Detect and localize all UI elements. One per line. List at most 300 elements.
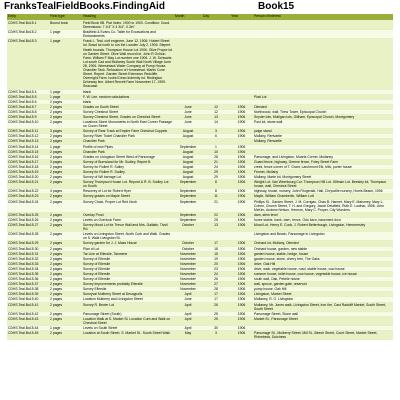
day-cell: 13 [202,223,230,232]
entry-cell: CDHS.Teal.Bo15.15 [7,149,49,154]
entry-cell: CDHS.Teal.Bo15.19 [7,170,49,175]
person-cell: Snyder lots, Mulligan lots, Gillham, Episcopal Church, Montgomery [253,114,393,119]
day-cell: 11 [202,194,230,199]
day-cell: 8 [202,189,230,194]
year-cell: 1906 [230,104,253,109]
year-cell: 1906 [230,175,253,180]
person-cell: drive, walk, vegetable house, road, stable house, cow house [253,266,393,271]
entry-cell: CDHS.Teal.Bo15.2 [7,30,49,39]
person-cell: Guard fence, highway, Greene fence, Foley Street Farm [253,159,393,164]
month-cell: September [174,144,202,149]
year-cell: 1906 [230,297,253,302]
day-cell: 26 [202,302,230,311]
field-type-cell: 2 pages [49,139,82,144]
person-cell: garden house, stable, hedge, house [253,251,393,256]
field-type-cell: 2 pages [49,114,82,119]
day-cell: 12 [202,109,230,114]
person-cell: Parsonage St., Mulberry Street, Mill St., Beech Street, Court Street, Market Street, Rhinebeck, Dutchess [253,331,393,340]
year-cell: 1906 [230,114,253,119]
table-row [7,120,393,129]
person-cell: pump house, Oak Hill [253,287,393,292]
year-cell: 1906 [230,212,253,217]
field-type-cell: 2 pages [49,99,82,104]
heading-cell: Locations Stone Monuments in North East Corner Passage on Crown Street [82,120,174,129]
entry-cell: CDHS.Teal.Bo15.23 [7,194,49,199]
month-cell: August [174,154,202,159]
field-type-cell: 2 pages [49,271,82,276]
day-cell: 29 [202,175,230,180]
entry-cell: CDHS.Teal.Bo15.26 [7,217,49,222]
field-type-cell: 2 pages [49,251,82,256]
month-cell [174,232,202,241]
heading-cell: F. W. Lee. random calculations [82,94,174,99]
table-row [7,223,393,232]
day-cell: 25 [202,217,230,222]
month-cell: November [174,282,202,287]
heading-cell: Profile of new Pipes [82,144,174,149]
month-cell: August [174,170,202,175]
entry-cell: CDHS.Teal.Bo15.17 [7,159,49,164]
field-type-cell: 1 page [49,39,82,89]
day-cell [202,232,230,241]
year-cell: 1906 [230,134,253,139]
heading-cell: Survey of Ellerslie [82,277,174,282]
field-type-cell: 2 pages [49,134,82,139]
person-cell: Orchard lot, Mullany, Olmsted [253,241,393,246]
column-header-heading: Heading [82,14,174,21]
heading-cell: Levels on South Street [82,326,174,331]
year-cell: 1906 [230,277,253,282]
year-cell [230,30,253,39]
field-type-cell: 2 pages [49,154,82,159]
person-cell: Fenner, Mullany [253,170,393,175]
day-cell: 17 [202,297,230,302]
field-type-cell: 2 pages [49,331,82,340]
person-cell: Mullany, Marte lot, Montgomery Street [253,175,393,180]
heading-cell: Survey of Rear Track at Empire Farm Chestnut Cuppels [82,129,174,134]
field-type-cell: 2 pages [49,316,82,325]
month-cell: August [174,129,202,134]
year-cell: 1906 [230,287,253,292]
month-cell: June [174,104,202,109]
heading-cell: Survey of Ellerslie [82,256,174,261]
entry-cell: CDHS.Teal.Bo15.33 [7,261,49,266]
entry-cell: CDHS.Teal.Bo15.36 [7,277,49,282]
entry-cell: CDHS.Teal.Bo15.13 [7,139,49,144]
month-cell: October [174,223,202,232]
page-header [0,0,400,14]
field-type-cell: 2 pages [49,302,82,311]
column-header-year: Year [230,14,253,21]
day-cell: 21 [202,199,230,212]
day-cell: 17 [202,292,230,297]
month-cell: May [174,331,202,340]
month-cell: June [174,109,202,114]
year-cell: 1906 [230,217,253,222]
entry-cell: CDHS.Teal.Bo15.12 [7,134,49,139]
heading-cell: Survey of Wil barrage Lot [82,175,174,180]
heading-cell: Resurvey of Lot for Robert Hyer [82,189,174,194]
heading-cell: Survey R. Bevier Lot [82,302,174,311]
heading-cell: Survey Improvements probably Ellerslie [82,282,174,287]
month-cell: September [174,189,202,194]
entry-cell: CDHS.Teal.Bo15.16 [7,154,49,159]
heading-cell: Survey of Burnsland for Mr. Sudley, Repert B [82,159,174,164]
entry-cell: CDHS.Teal.Bo15.31 [7,251,49,256]
day-cell: 17 [202,241,230,246]
year-cell: 1906 [230,271,253,276]
field-type-cell: 2 pages [49,241,82,246]
field-type-cell: 2 pages [49,246,82,251]
year-cell: 1906 [230,149,253,154]
person-cell: Northwood, wall; Thew Tower, Episcopal Church [253,109,393,114]
column-header-person-of-interest: Person of interest [253,14,393,21]
year-cell: 1906 [230,282,253,287]
field-type-cell: 2 pages [49,261,82,266]
heading-cell: Survey Chestnut Street [82,109,174,114]
year-cell: 1906 [230,159,253,164]
person-cell: Parsonage Street, Stone wall [253,311,393,316]
heading-cell: Survey Chestnut Street, Grades on Chestnut Street [82,114,174,119]
heading-cell: Survey Mood Lot for Trevor Wall and Mrs. Gallatin, Tivoli Rd. [82,223,174,232]
day-cell: 18 [202,246,230,251]
heading-cell: Overlay Pond [82,212,174,217]
person-cell: Orchard house, garden, new stable [253,246,393,251]
heading-cell: Levels on Overlook Farm [82,217,174,222]
day-cell: 3 [202,129,230,134]
person-cell: wall, spruce, garden gate, reservoir [253,282,393,287]
month-cell: September [174,194,202,199]
person-cell: Market St., Parsonage Street [253,316,393,325]
heading-cell: Chandler Park [82,139,174,144]
person-cell: Phillips St., Garden Street, J. M. Corrigan, Chas B. Hannet, Mary E. Mahoney, Mary L. Cohen, Church Street, T. H. and Gregory, Jacob Delafield, Ruth E. Lowhar, 1906. John McKim, Andrew Nelson, Hermon, Mary C. Proper, City Wonders [253,199,393,212]
year-cell: 1906 [230,109,253,114]
month-cell [174,30,202,39]
field-type-cell: 1 page [49,30,82,39]
entry-cell: CDHS.Teal.Bo15.32 [7,256,49,261]
day-cell: 26 [202,277,230,282]
field-type-cell: 2 pages [49,194,82,199]
day-cell: 28 [202,287,230,292]
field-type-cell: 2 pages [49,180,82,189]
field-type-cell: 2 pages [49,104,82,109]
column-header-day: Day [202,14,230,21]
month-cell: October [174,246,202,251]
day-cell: 25 [202,316,230,325]
day-cell: 28 [202,154,230,159]
table-row [7,180,393,189]
entry-cell: CDHS.Teal.Bo15.29 [7,241,49,246]
day-cell: 15 [202,251,230,256]
month-cell [174,21,202,30]
person-cell: creek, fence corner of T. Grant, Larchmont Elk, bills, porter house [253,164,393,169]
year-cell: 1906 [230,223,253,232]
entry-cell: CDHS.Teal.Bo15.25 [7,212,49,217]
year-cell: 1906 [230,331,253,340]
day-cell: 10 [202,149,230,154]
entry-cell: CDHS.Teal.Bo15.3 [7,39,49,89]
year-cell: 1906 [230,326,253,331]
month-cell: September [174,180,202,189]
heading-cell: Survey of Ellerslie [82,261,174,266]
month-cell: August [174,175,202,180]
month-cell: November [174,256,202,261]
entry-cell: CDHS.Teal.Bo15.1 [7,21,49,30]
heading-cell: Grades on Livingston Street West of Parsonage [82,154,174,159]
entry-cell: CDHS.Teal.Bo15.11 [7,129,49,134]
column-header-month: Month [174,14,202,21]
day-cell [202,21,230,30]
month-cell: October [174,241,202,246]
person-cell: Mullany, Renvartle [253,134,393,139]
month-cell: August [174,164,202,169]
person-cell: dam, stem level [253,212,393,217]
entry-cell: CDHS.Teal.Bo15.9 [7,114,49,119]
person-cell: Weight Lot. Van Weerbourg Cor. Thompson Hill Lot. Gillman Lot. Beesley lot, Thompson house, wall, Chestnut Street [253,180,393,189]
month-cell: April [174,326,202,331]
month-cell: November [174,271,202,276]
entry-cell: CDHS.Teal.Bo15.43 [7,316,49,325]
heading-cell: Tar Line at Ellerslie, Tasmene [82,251,174,256]
person-cell: Livingston and Beach, Parsonage in Livingston [253,232,393,241]
field-type-cell: 2 pages [49,217,82,222]
heading-cell: Parsonage Street (South) [82,311,174,316]
person-cell: horse stable, bank, barn, fence, Odo barn, basement door [253,217,393,222]
month-cell: September [174,217,202,222]
entry-cell: CDHS.Teal.Bo15.22 [7,189,49,194]
table-row [7,21,393,30]
year-cell [230,39,253,89]
entry-cell: CDHS.Teal.Bo15.44 [7,326,49,331]
year-cell [230,21,253,30]
table-row [7,316,393,325]
day-cell: 19 [202,256,230,261]
table-row [7,232,393,241]
heading-cell: Location Walk at S. Market St. Location Curb and Walk on Chestnut Street [82,316,174,325]
heading-cell: Survey River Ticket Chandler Park [82,134,174,139]
field-type-cell: 2 pages [49,170,82,175]
month-cell: September [174,199,202,212]
year-cell: 1906 [230,302,253,311]
entry-cell: CDHS.Teal.Bo15.40 [7,297,49,302]
field-type-cell: 2 pages [49,282,82,287]
year-cell: 1906 [230,256,253,261]
entry-cell: CDHS.Teal.Bo15.20 [7,175,49,180]
heading-cell: blank [82,99,174,104]
person-cell [253,39,393,89]
person-cell: Mullaney, Mr. Jones walk, Livingston Street, iron fire, Cast Radcliff Market, South Street, South Street [253,302,393,311]
day-cell: 14 [202,120,230,129]
document-title: FranksTealFieldBooks.FindingAid [4,1,165,12]
month-cell: November [174,287,202,292]
person-cell: Livingston, Market Street [253,292,393,297]
entry-cell: CDHS.Teal.Bo15.30 [7,246,49,251]
heading-cell: Sunnyval Mulberry Street at Decaypolis [82,292,174,297]
entry-cell: CDHS.Teal.Bo15.4 [7,89,49,94]
person-cell: Mullany, Renvartle [253,139,393,144]
heading-cell: Survey garden for J. J. Mass House [82,241,174,246]
field-type-cell: Bound book [49,21,82,30]
day-cell: 24 [202,164,230,169]
person-cell: judge stand [253,129,393,134]
day-cell: 27 [202,282,230,287]
field-type-cell: 2 pages [49,297,82,302]
entry-cell: CDHS.Teal.Bo15.5 [7,94,49,99]
day-cell: 13 [202,114,230,119]
person-cell [253,30,393,39]
year-cell: 1906 [230,154,253,159]
day-cell: 1 [202,144,230,149]
person-cell: Mood Lot, Henry E. Cook, J. Robert Betterbough, Livingston, Hemmersley [253,223,393,232]
table-row [7,302,393,311]
heading-cell: Frank L. Teal, civil engineer, June 12, 1906. Hubert Street lot. Bowd lot north to run the Lowden July 2, 1906. Stepert Heath bounds. Thompson House Lot 1906. Olive Propor lot on Garden Street. Olive Wall record lot. John R Ochiun Farm, William F May Lot number one 1906. J. W. Schwartz Lot south Cad and Mullaney South Wall North Village June 28, 1906. Weeseback Water Company at Pump House. Chandler Tank. Relocation of Homestead. Martin Cove Street. Repert. Garden Street Extension Redcliffe. Overnight Farm. Isobel Dean Indemity lot. Redington Driveway line. Albert Recreit Farm November 17, 1909. Seacoast [83,39,173,89]
month-cell: June [174,120,202,129]
person-cell: Post lot, stone wall [253,120,393,129]
year-cell: 1906 [230,199,253,212]
day-cell: 6 [202,134,230,139]
year-cell: 1906 [230,311,253,316]
day-cell: 25 [202,311,230,316]
month-cell: November [174,266,202,271]
table-row [7,30,393,39]
field-type-cell: 2 pages [49,175,82,180]
person-cell: Parsonage, and Livingston, Muarts Corner, Mullaney [253,154,393,159]
entry-cell: CDHS.Teal.Bo15.14 [7,144,49,149]
year-cell [230,232,253,241]
month-cell: June [174,297,202,302]
year-cell: 1906 [230,170,253,175]
heading-cell: Survey of Ellerslie [82,271,174,276]
table-row [7,199,393,212]
person-cell: highway, house, nursery, John Fitzgerald, Hall, Chrysville nursery, Hurris Beach, 1906 [253,189,393,194]
month-cell: August [174,134,202,139]
entry-cell: CDHS.Teal.Bo15.7 [7,104,49,109]
column-header-field-type: Field type [49,14,82,21]
month-cell: April [174,316,202,325]
heading-cell: Survey for Rollert R. Sutley [82,164,174,169]
heading-cell: Grades on South Street [82,104,174,109]
entry-cell: CDHS.Teal.Bo15.34 [7,266,49,271]
day-cell: 20 [202,261,230,266]
field-type-cell: 1 page [49,144,82,149]
field-type-cell: 1 page [49,94,82,99]
entry-cell: CDHS.Teal.Bo15.39 [7,292,49,297]
field-type-cell: 4 pages [49,189,82,194]
person-cell: garden house, stone, cherry tree, The Oaks [253,256,393,261]
day-cell: 24 [202,271,230,276]
month-cell: April [174,311,202,316]
field-type-cell: 2 pages [49,212,82,217]
entry-cell: CDHS.Teal.Bo15.24 [7,199,49,212]
month-cell: April [174,292,202,297]
day-cell: 8 [202,180,230,189]
heading-cell: Survey Chaix, Proper Lot Red Hook [82,199,174,212]
field-type-cell: 2 pages [49,266,82,271]
heading-cell: Chandler Park [82,149,174,154]
finding-aid-table [7,14,393,340]
entry-cell: CDHS.Teal.Bo15.35 [7,271,49,276]
year-cell: 1906 [230,189,253,194]
day-cell [202,30,230,39]
person-cell: Platt Lot [253,94,393,99]
field-type-cell: 2 pages [49,256,82,261]
entry-cell: CDHS.Teal.Bo15.45 [7,331,49,340]
day-cell: 21 [202,159,230,164]
heading-cell: Survey Thompson House Lot. Repord & R. B. Sudley Lot on South [82,180,174,189]
field-type-cell: 2 pages [49,149,82,154]
day-cell: 23 [202,266,230,271]
person-cell: summer house, toilet house, cow house, vegetable house, ice house [253,271,393,276]
month-cell: November [174,251,202,256]
heading-cell: Location at South Street. S. Market St.. South Street Walk [82,331,174,340]
entry-cell: CDHS.Teal.Bo15.10 [7,120,49,129]
day-cell: 3 [202,331,230,340]
field-type-cell: 2 pages [49,164,82,169]
person-cell: drive, Oak Hill [253,261,393,266]
month-cell: November [174,261,202,266]
day-cell: 22 [202,212,230,217]
year-cell: 1906 [230,164,253,169]
person-cell: Maple, William Chamberlin, William Lott [253,194,393,199]
year-cell: 1906 [230,292,253,297]
field-type-cell: 2 pages [49,292,82,297]
heading-cell: Plan of Lot [82,246,174,251]
heading-cell: Survey for Rollert R. Sudley [82,170,174,175]
field-type-cell: 3 pages [49,159,82,164]
day-cell: 29 [202,170,230,175]
month-cell: August [174,149,202,154]
month-cell [174,39,202,89]
year-cell: 1906 [230,144,253,149]
entry-cell: CDHS.Teal.Bo15.37 [7,282,49,287]
person-cell: Mullaney, R. O. Livingston [253,297,393,302]
table-row [7,331,393,340]
entry-cell: CDHS.Teal.Bo15.27 [7,223,49,232]
field-type-cell: 1 page [49,326,82,331]
field-type-cell: 3 pages [49,129,82,134]
entry-cell: CDHS.Teal.Bo15.28 [7,232,49,241]
entry-cell: CDHS.Teal.Bo15.18 [7,164,49,169]
month-cell: November [174,277,202,282]
heading-cell: Survey of Ellerslie [82,266,174,271]
year-cell: 1906 [230,129,253,134]
year-cell: 1906 [230,180,253,189]
entry-cell: CDHS.Teal.Bo15.38 [7,287,49,292]
field-type-cell: 2 pages [49,287,82,292]
heading-cell: Location Mulberry and Livingston Street [82,297,174,302]
field-type-cell: 2 pages [49,232,82,241]
heading-cell: blank [82,89,174,94]
entry-cell: CDHS.Teal.Bo15.8 [7,109,49,114]
year-cell: 1906 [230,266,253,271]
entry-cell: CDHS.Teal.Bo15.42 [7,311,49,316]
entry-cell: CDHS.Teal.Bo15.21 [7,180,49,189]
column-header-entry: Entry [7,14,49,21]
heading-cell: Survey Ellerslie [82,287,174,292]
heading-cell: Levels on Livingston Street, North Curb and Walk. Grades on S. Walk Livingston St. [82,232,174,241]
year-cell: 1906 [230,241,253,246]
field-type-cell: 1 page [49,89,82,94]
field-type-cell: 2 pages [49,277,82,282]
heading-cell: Survey grades on Maple Street [82,194,174,199]
field-type-cell: 2 pages [49,120,82,129]
heading-cell: Bradfield & Evans Co. Table for Excavations and Embankments [82,30,174,39]
table-row [7,39,393,89]
day-cell [202,39,230,89]
month-cell: August [174,159,202,164]
entry-cell: CDHS.Teal.Bo15.41 [7,302,49,311]
field-type-cell: 2 pages [49,199,82,212]
